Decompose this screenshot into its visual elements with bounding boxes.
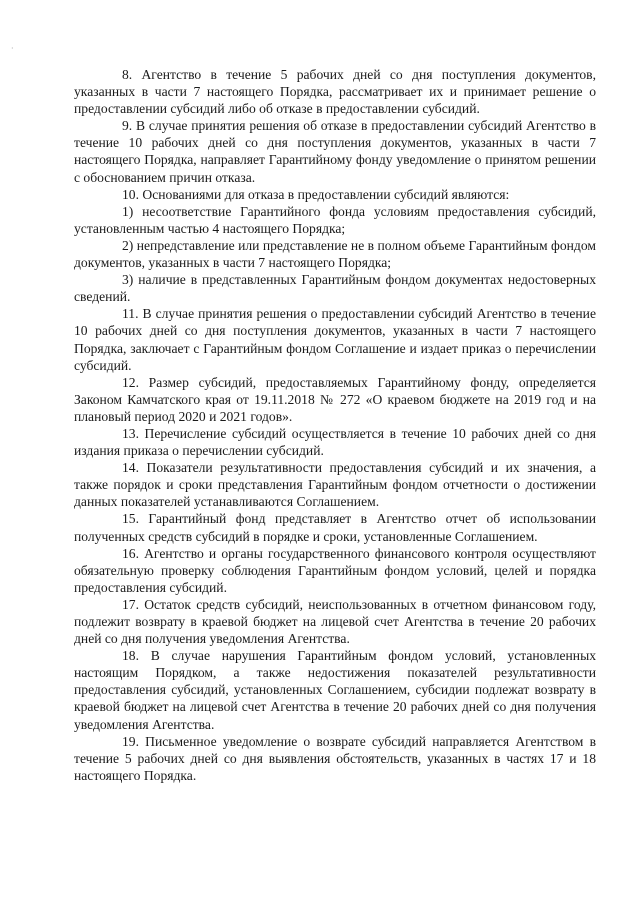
paragraph-11: 11. В случае принятия решения о предоставлении субсидий Агентство в течение 10 рабочих дней со дня поступления документов, указанных в части 7 настоящего Порядка, заключает с Гарантийным фондом Соглашение и издает приказ о перечислении субсидий. xyxy=(74,306,596,373)
paragraph-16: 16. Агентство и органы государственного финансового контроля осуществляют обязательную проверку соблюдения Гарантийным фондом условий, целей и порядка предоставления субсидий. xyxy=(74,545,596,595)
paragraph-10-item-1: 1) несоответствие Гарантийного фонда условиям предоставления субсидий, установленным частью 4 настоящего Порядка; xyxy=(74,203,596,236)
paragraph-10-item-2: 2) непредставление или представление не в полном объеме Гарантийным фондом документов, указанных в части 7 настоящего Порядка; xyxy=(74,237,596,271)
paragraph-14: 14. Показатели результативности предоставления субсидий и их значения, а также порядок и сроки представления Гарантийным фондом отчетности о достижении данных показателей устанавливаются Соглашением. xyxy=(74,460,596,510)
paragraph-19: 19. Письменное уведомление о возврате субсидий направляется Агентством в течение 5 рабочих дней со дня выявления обстоятельств, указанных в частях 17 и 18 настоящего Порядка. xyxy=(74,733,596,783)
paragraph-13: 13. Перечисление субсидий осуществляется в течение 10 рабочих дней со дня издания приказа о перечислении субсидий. xyxy=(74,425,596,459)
paragraph-10-item-3: 3) наличие в представленных Гарантийным фондом документах недостоверных сведений. xyxy=(74,272,596,305)
document-body xyxy=(74,66,596,784)
paragraph-12: 12. Размер субсидий, предоставляемых Гарантийному фонду, определяется Законом Камчатского края от 19.11.2018 № 272 «О краевом бюджете на 2019 год и на плановый период 2020 и 2021 годов». xyxy=(74,374,596,424)
margin-mark: · xyxy=(11,44,14,53)
paragraph-15: 15. Гарантийный фонд представляет в Агентство отчет об использовании полученных средств субсидий в порядке и сроки, установленные Соглашением. xyxy=(74,511,596,544)
paragraph-18: 18. В случае нарушения Гарантийным фондом условий, установленных настоящим Порядком, а также недостижения показателей результативности предоставления субсидий, установленных Соглашением, субсидии подлежат возврату в краевой бюджет на лицевой счет Агентства в течение 20 рабочих дней со дня получения уведомления Агентства. xyxy=(74,648,596,732)
paragraph-10: 10. Основаниями для отказа в предоставлении субсидий являются: xyxy=(122,186,510,202)
paragraph-8: 8. Агентство в течение 5 рабочих дней со дня поступления документов, указанных в части 7 настоящего Порядка, рассматривает их и принимает решение о предоставлении субсидий либо об отказе в предоставлении субсидий. xyxy=(74,67,596,117)
paragraph-9: 9. В случае принятия решения об отказе в предоставлении субсидий Агентство в течение 10 рабочих дней со дня поступления документов, указанных в части 7 настоящего Порядка, направляет Гарантийному фонду уведомление о принятом решении с обоснованием причин отказа. xyxy=(74,118,596,185)
paragraph-17: 17. Остаток средств субсидий, неиспользованных в отчетном финансовом году, подлежит возврату в краевой бюджет на лицевой счет Агентства в течение 20 рабочих дней со дня получения уведомления Агентства. xyxy=(74,596,596,647)
